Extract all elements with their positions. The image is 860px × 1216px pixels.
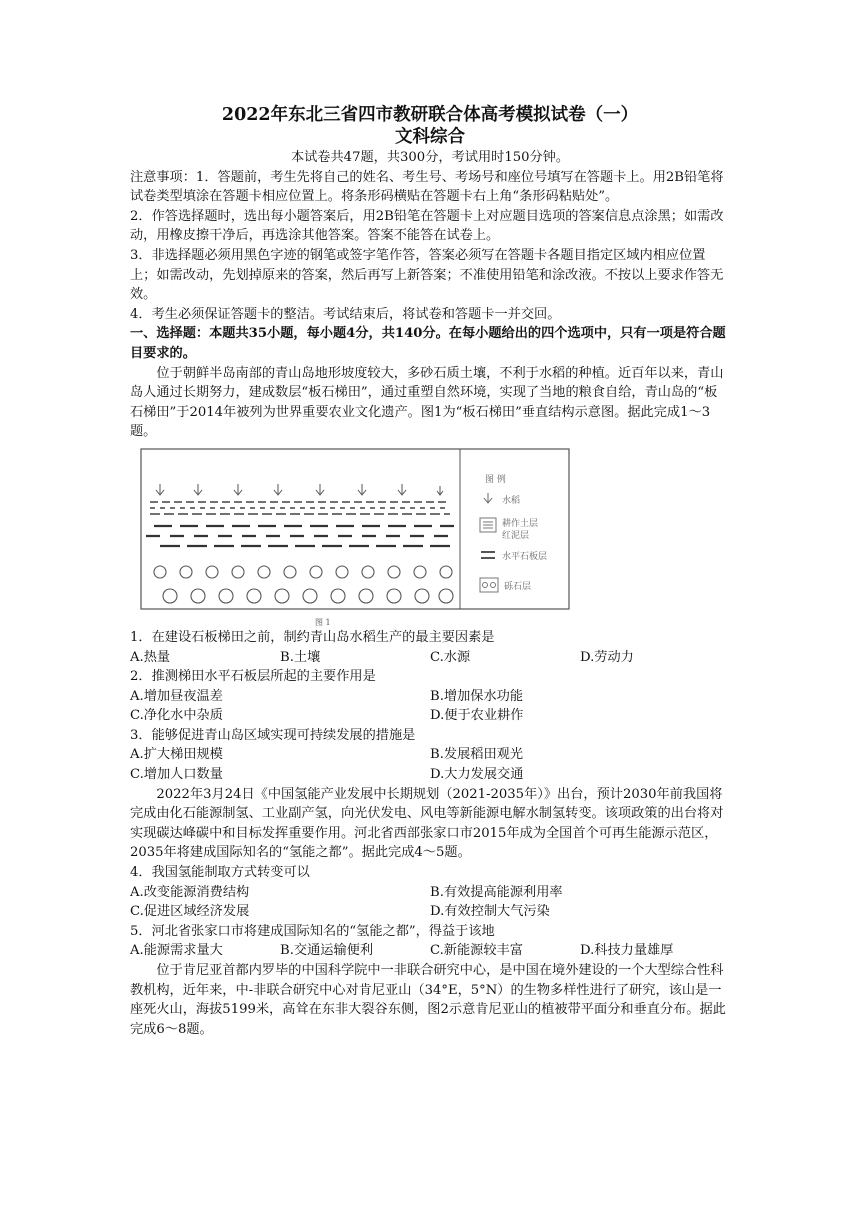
q4-option-c[interactable]: C.促进区域经济发展 xyxy=(130,904,250,920)
q3-option-a[interactable]: A.扩大梯田规模 xyxy=(130,747,223,763)
q2-option-d[interactable]: D.便于农业耕作 xyxy=(430,708,524,724)
q4-option-a[interactable]: A.改变能源消费结构 xyxy=(130,884,250,900)
q1-option-b[interactable]: B.土壤 xyxy=(280,649,321,665)
q3-options-row2 xyxy=(130,765,730,785)
q3-option-b[interactable]: B.发展稻田观光 xyxy=(430,747,524,763)
q2-stem: 2．推测梯田水平石板层所起的主要作用是 xyxy=(130,669,376,685)
legend-title: 图 例 xyxy=(485,474,506,485)
passage-3: 位于肯尼亚首都内罗毕的中国科学院中一非联合研究中心，是中国在境外建设的一个大型综合性科教机构，近年来，中-非联合研究中心对肯尼亚山（34°E，5°N）的生物多样性进行了研究，该山是一座死火山，海拔5199米，高耸在东非大裂谷东侧，图2示意肯尼亚山的植被带平面分和垂直分布。据此完成6～8题。 xyxy=(130,963,726,1037)
terrace-diagram xyxy=(140,448,570,614)
q5-options xyxy=(130,941,730,961)
q5-option-a[interactable]: A.能源需求量大 xyxy=(130,943,223,959)
exam-subject: 文科综合 xyxy=(395,127,465,147)
legend-tillage: 耕作土层 xyxy=(502,518,539,529)
legend-rice: 水稻 xyxy=(502,495,521,506)
legend-slab: 水平石板层 xyxy=(502,551,548,562)
note-1: 注意事项：1．答题前，考生先将自己的姓名、考生号、考场号和座位号填写在答题卡上。用2B铅笔将试卷类型填涂在答题卡相应位置上。将条形码横贴在答题卡右上角“条形码粘贴处”。 xyxy=(130,169,724,205)
q2-option-a[interactable]: A.增加昼夜温差 xyxy=(130,688,223,704)
q4-option-b[interactable]: B.有效提高能源利用率 xyxy=(430,884,563,900)
note-2: 2．作答选择题时，选出每小题答案后，用2B铅笔在答题卡上对应题目选项的答案信息点涂黑；如需改动，用橡皮擦干净后，再选涂其他答案。答案不能答在试卷上。 xyxy=(130,208,724,244)
q1-option-d[interactable]: D.劳动力 xyxy=(580,649,634,665)
q4-option-d[interactable]: D.有效控制大气污染 xyxy=(430,904,550,920)
q5-option-c[interactable]: C.新能源较丰富 xyxy=(430,943,523,959)
q1-options xyxy=(130,648,730,668)
q5-option-d[interactable]: D.科技力量雄厚 xyxy=(580,943,674,959)
q1-option-c[interactable]: C.水源 xyxy=(430,649,471,665)
q5-stem: 5．河北省张家口市将建成国际知名的“氢能之都”，得益于该地 xyxy=(130,923,495,939)
q4-stem: 4．我国氢能制取方式转变可以 xyxy=(130,865,310,881)
q5-option-b[interactable]: B.交通运输便利 xyxy=(280,943,374,959)
q4-options-row2 xyxy=(130,902,730,922)
q2-option-c[interactable]: C.净化水中杂质 xyxy=(130,708,223,724)
section-heading: 一、选择题：本题共35小题，每小题4分，共140分。在每小题给出的四个选项中，只有一项是符合题目要求的。 xyxy=(130,326,726,361)
figure-caption: 图 1 xyxy=(315,617,331,627)
q2-options-row2 xyxy=(130,706,730,726)
terrace-structure-figure xyxy=(140,448,570,618)
legend-gravel: 砾石层 xyxy=(504,581,532,592)
q3-option-d[interactable]: D.大力发展交通 xyxy=(430,767,524,783)
q4-options-row1 xyxy=(130,883,730,903)
passage-1: 位于朝鲜半岛南部的青山岛地形坡度较大，多砂石质土壤，不利于水稻的种植。近百年以来，青山岛人通过长期努力，建成数层“板石梯田”，通过重塑自然环境，实现了当地的粮食自给，青山岛的“板石梯田”于2014年被列为世界重要农业文化遗产。图1为“板石梯田”垂直结构示意图。据此完成1～3题。 xyxy=(130,365,724,440)
q1-stem: 1．在建设石板梯田之前，制约青山岛水稻生产的最主要因素是 xyxy=(130,629,495,645)
q3-options-row1 xyxy=(130,745,730,765)
legend-red-clay: 红泥层 xyxy=(502,530,530,541)
passage-2: 2022年3月24日《中国氢能产业发展中长期规划（2021-2035年）》出台，预计2030年前我国将完成由化石能源制氢、工业副产氢，向光伏发电、风电等新能源电解水制氢转变。该项政策的出台将对实现碳达峰碳中和目标发挥重要作用。河北省西部张家口市2015年成为全国首个可再生能源示范区，2035年将建成国际知名的“氢能之都”。据此完成4～5题。 xyxy=(130,786,724,861)
q3-option-c[interactable]: C.增加人口数量 xyxy=(130,767,223,783)
q1-option-a[interactable]: A.热量 xyxy=(130,649,171,665)
exam-info: 本试卷共47题，共300分，考试用时150分钟。 xyxy=(290,150,570,165)
q2-options-row1 xyxy=(130,687,730,707)
exam-title: 2022年东北三省四市教研联合体高考模拟试卷（一） xyxy=(221,105,639,125)
q2-option-b[interactable]: B.增加保水功能 xyxy=(430,688,524,704)
exam-page xyxy=(130,104,730,1039)
q3-stem: 3．能够促进青山岛区域实现可持续发展的措施是 xyxy=(130,727,416,743)
note-4: 4．考生必须保证答题卡的整洁。考试结束后，将试卷和答题卡一并交回。 xyxy=(130,306,561,322)
note-3: 3．非选择题必须用黑色字迹的钢笔或签字笔作答，答案必须写在答题卡各题目指定区域内相应位置上；如需改动，先划掉原来的答案，然后再写上新答案；不准使用铅笔和涂改液。不按以上要求作答无效。 xyxy=(130,247,724,303)
